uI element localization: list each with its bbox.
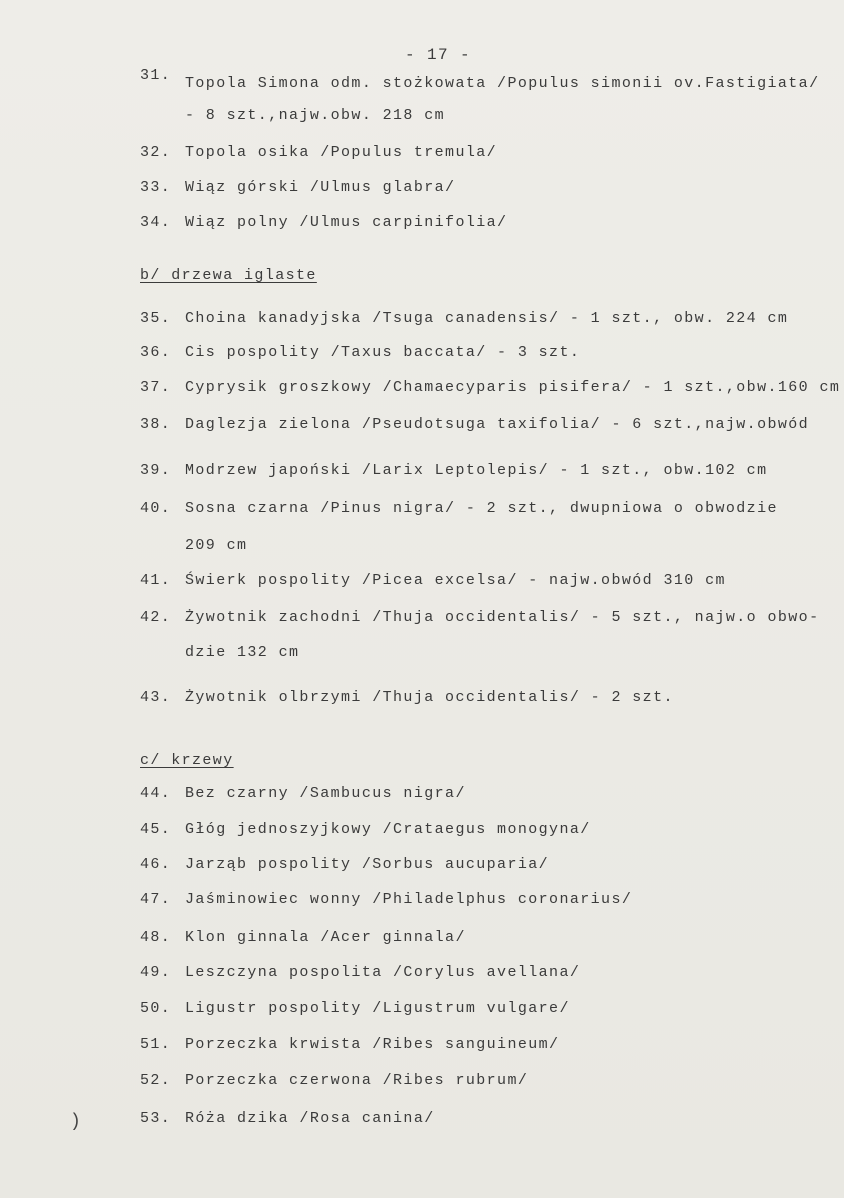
item-text: Modrzew japoński /Larix Leptolepis/ - 1 szt., obw.102 cm: [185, 462, 768, 479]
item-number: 38.: [140, 416, 172, 433]
item-number: 43.: [140, 689, 172, 706]
item-text: Jarząb pospolity /Sorbus aucuparia/: [185, 856, 550, 873]
item-number: 45.: [140, 821, 172, 838]
item-text: Żywotnik olbrzymi /Thuja occidentalis/ - 2 szt.: [185, 689, 674, 706]
section-heading-shrubs: c/ krzewy: [140, 752, 234, 769]
item-text: Cis pospolity /Taxus baccata/ - 3 szt.: [185, 344, 581, 361]
item-number: 42.: [140, 609, 172, 626]
item-text: Porzeczka krwista /Ribes sanguineum/: [185, 1036, 560, 1053]
item-text: Żywotnik zachodni /Thuja occidentalis/ - 5 szt., najw.o obwo-: [185, 609, 820, 626]
item-number: 44.: [140, 785, 172, 802]
item-text: Świerk pospolity /Picea excelsa/ - najw.obwód 310 cm: [185, 572, 726, 589]
item-continuation: - 8 szt.,najw.obw. 218 cm: [185, 107, 446, 124]
item-number: 31.: [140, 67, 172, 84]
item-number: 40.: [140, 500, 172, 517]
item-number: 36.: [140, 344, 172, 361]
item-number: 33.: [140, 179, 172, 196]
item-number: 39.: [140, 462, 172, 479]
item-number: 51.: [140, 1036, 172, 1053]
item-number: 37.: [140, 379, 172, 396]
margin-mark: ): [70, 1112, 81, 1132]
item-number: 41.: [140, 572, 172, 589]
item-text: Jaśminowiec wonny /Philadelphus coronarius/: [185, 891, 633, 908]
item-continuation: dzie 132 cm: [185, 644, 300, 661]
item-text: Topola osika /Populus tremula/: [185, 144, 498, 161]
item-number: 50.: [140, 1000, 172, 1017]
item-text: Głóg jednoszyjkowy /Crataegus monogyna/: [185, 821, 591, 838]
item-text: Wiąz polny /Ulmus carpinifolia/: [185, 214, 508, 231]
item-number: 35.: [140, 310, 172, 327]
item-number: 48.: [140, 929, 172, 946]
item-text: Leszczyna pospolita /Corylus avellana/: [185, 964, 581, 981]
item-number: 32.: [140, 144, 172, 161]
item-number: 46.: [140, 856, 172, 873]
item-text: Klon ginnala /Acer ginnala/: [185, 929, 466, 946]
page-number: - 17 -: [405, 46, 472, 64]
item-number: 47.: [140, 891, 172, 908]
item-text: Porzeczka czerwona /Ribes rubrum/: [185, 1072, 529, 1089]
item-text: Sosna czarna /Pinus nigra/ - 2 szt., dwupniowa o obwodzie: [185, 500, 778, 517]
item-number: 49.: [140, 964, 172, 981]
item-text: Wiąz górski /Ulmus glabra/: [185, 179, 456, 196]
item-text: Róża dzika /Rosa canina/: [185, 1110, 435, 1127]
item-continuation: 209 cm: [185, 537, 248, 554]
item-text: Bez czarny /Sambucus nigra/: [185, 785, 466, 802]
item-number: 52.: [140, 1072, 172, 1089]
item-text: Daglezja zielona /Pseudotsuga taxifolia/ - 6 szt.,najw.obwód: [185, 416, 810, 433]
item-text: Topola Simona odm. stożkowata /Populus simonii ov.Fastigiata/: [185, 75, 820, 92]
item-number: 53.: [140, 1110, 172, 1127]
item-text: Ligustr pospolity /Ligustrum vulgare/: [185, 1000, 570, 1017]
item-text: Choina kanadyjska /Tsuga canadensis/ - 1 szt., obw. 224 cm: [185, 310, 789, 327]
item-number: 34.: [140, 214, 172, 231]
section-heading-conifers: b/ drzewa iglaste: [140, 267, 317, 284]
item-text: Cyprysik groszkowy /Chamaecyparis pisifera/ - 1 szt.,obw.160 cm: [185, 379, 841, 396]
